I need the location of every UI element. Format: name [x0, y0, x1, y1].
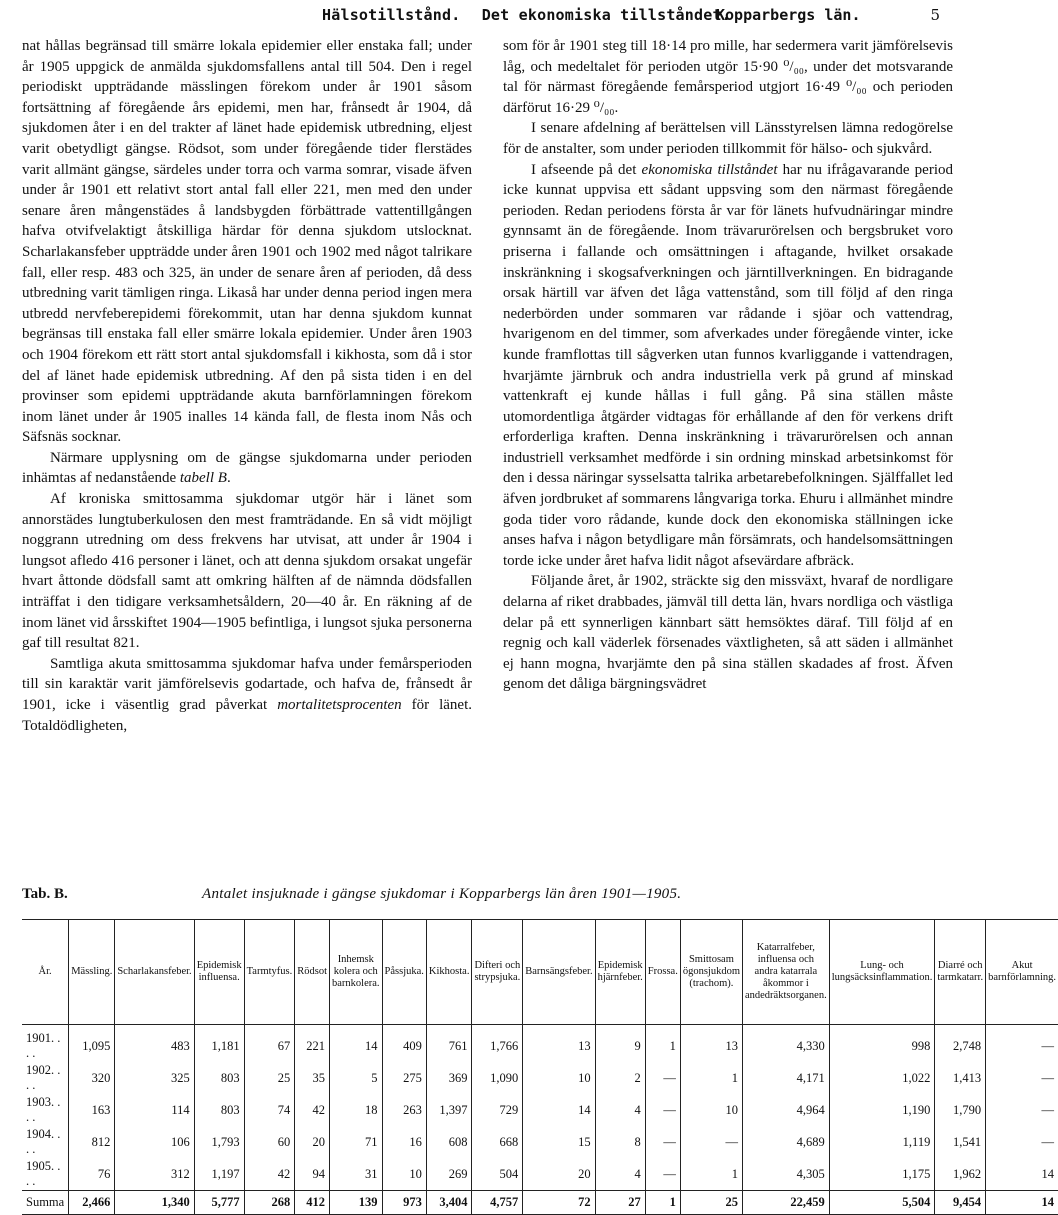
column-header: Kikhosta.	[426, 920, 472, 1025]
sum-cell: 14	[986, 1191, 1058, 1215]
running-head-section: Hälsotillstånd.	[322, 6, 461, 24]
table-cell: 18	[330, 1094, 383, 1126]
table-title: Antalet insjuknade i gängse sjukdomar i Kopparbergs län åren 1901—1905.	[202, 886, 682, 902]
table-cell: 8	[595, 1126, 645, 1158]
table-cell: —	[986, 1094, 1058, 1126]
table-cell: 10	[680, 1094, 742, 1126]
sum-cell: 973	[382, 1191, 426, 1215]
column-header: Inhemsk kolera och barnkolera.	[330, 920, 383, 1025]
table-cell: 269	[426, 1158, 472, 1191]
table-cell: 4	[595, 1094, 645, 1126]
emphasis: ekonomiska tillståndet	[641, 161, 778, 178]
table-cell: 1904. . . .	[26, 1127, 61, 1156]
table-cell: —	[986, 1062, 1058, 1094]
paragraph: Af kroniska smittosamma sjukdomar utgör här i länet som annorstädes lungtuberkulosen den mest framträdande. En så vidt möjligt noggrann utredning om dess frekvens har utvisat, att under år 1904 i lungsot afledo 416 personer i länet, och att denna sjukdom orsakat ungefär hvart åttonde dödsfall samt att omkring hälften af de nämnda dödsfallen inträffat i den tidigare verksamhetsåldern, 20—40 år. En räkning af de inom länet vid årsskiftet 1904—1905 befintliga, i lungsot sjuka personerna gaf till resultat 821.	[22, 491, 472, 652]
sum-cell: 412	[295, 1191, 330, 1215]
table-cell: 71	[330, 1126, 383, 1158]
table-sum-row	[22, 1191, 1058, 1215]
table-cell: 4,171	[742, 1062, 829, 1094]
table-cell: 320	[69, 1062, 115, 1094]
table-cell: —	[645, 1158, 680, 1191]
column-header: År.	[22, 920, 69, 1025]
table-cell: 1,022	[829, 1062, 935, 1094]
table-cell: 812	[69, 1126, 115, 1158]
table-cell: 4,330	[742, 1025, 829, 1063]
column-header: Katarralfeber, influensa och andra katarrala åkommor i andedräktsorganen.	[742, 920, 829, 1025]
sum-cell: 22,459	[742, 1191, 829, 1215]
paragraph-text: I afseende på det	[531, 161, 642, 178]
column-header: Rödsot	[295, 920, 330, 1025]
sum-cell: Summa	[22, 1191, 69, 1215]
paragraph: nat hållas begränsad till smärre lokala epidemier eller enstaka fall; under år 1905 uppgick de anmälda sjukdomsfallens antal till 504. Den i regel periodiskt uppträdande mässlingen förekom under år 1901 såsom fortsättning af föregående års epidemi, men har, frånsedt år 1904, då sjukdomen åter i en del trakter af länet hade epidemisk utbredning, eljest varit obetydligt gängse. Rödsot, som under föregående tider flerstädes varit allmänt gängse, särdeles under torra och varma somrar, visade äfven under år 1901 ett relativt stort antal fall eller 221, men med den under senare åren mångenstädes å landsbygden förbättrade vattentillgången hafva otvifvelaktigt åtskilliga härdar för denna sjukdom utslocknat. Scharlakansfeber uppträdde under åren 1901 och 1902 med något talrikare fall, eller resp. 483 och 325, än under de senare åren af perioden, då dess utbredning varit tämligen ringa. Likaså har under denna period ingen mera utbredd nervfeberepidemi förekommit, utan har denna sjukdom kunnat begränsas till enstaka fall eller smärre lokala epidemier. Under åren 1903 och 1904 förekom ett rätt stort antal sjukdomsfall i kikhosta, som då i stor del af länet hade epidemisk utbredning. Af den på sista tiden i en del provinser som epidemi uppträdande akuta barnförlamningen förekom inom länet under år 1905 inalles 14 kända fall, de flesta inom Nås och Säfsnäs socknar.	[22, 38, 472, 446]
table-cell: 4,305	[742, 1158, 829, 1191]
table-cell: 1,190	[829, 1094, 935, 1126]
table-cell: 1903. . . .	[26, 1095, 61, 1124]
paragraph	[503, 160, 953, 572]
table-cell: 1,397	[426, 1094, 472, 1126]
table-cell: 4,689	[742, 1126, 829, 1158]
paragraph: Följande året, år 1902, sträckte sig den missväxt, hvaraf de nordligare delarna af riket drabbades, jämväl till detta län, hvars nordliga och västliga delar på ett synnerligen kännbart sätt hemsöktes däraf. Till följd af en regnig och kall väderlek försenades växtligheten, så att säden i allmänhet ej hann mogna, hvarjämte den på sina ställen skadades af frost. Äfven genom det dåliga bärgningsvädret	[503, 573, 953, 693]
disease-table	[22, 919, 1058, 1215]
table-cell: 1902. . . .	[26, 1063, 61, 1092]
table-cell: 42	[244, 1158, 295, 1191]
table-cell: 14	[330, 1025, 383, 1063]
table-label: Tab. B.	[22, 886, 68, 902]
table-cell: 221	[295, 1025, 330, 1063]
table-cell: 5	[330, 1062, 383, 1094]
page-header	[0, 6, 960, 28]
table-cell: 20	[523, 1158, 595, 1191]
table-cell: 106	[115, 1126, 194, 1158]
table-cell: 20	[295, 1126, 330, 1158]
paragraph-end: för länet. Totaldödligheten,	[22, 697, 472, 734]
table-cell: 15	[523, 1126, 595, 1158]
table-row	[22, 1062, 1058, 1094]
table-cell: 1	[680, 1062, 742, 1094]
table-cell: 1,793	[194, 1126, 244, 1158]
table-cell: 42	[295, 1094, 330, 1126]
page-number: 5	[930, 6, 940, 24]
column-header: Tarmtyfus.	[244, 920, 295, 1025]
table-cell: 312	[115, 1158, 194, 1191]
table-cell: —	[986, 1025, 1058, 1063]
left-column	[22, 36, 472, 736]
table-cell: 483	[115, 1025, 194, 1063]
table-cell: 1,197	[194, 1158, 244, 1191]
table-cell: 409	[382, 1025, 426, 1063]
table-cell: 114	[115, 1094, 194, 1126]
table-cell: 14	[986, 1158, 1058, 1191]
table-cell: 275	[382, 1062, 426, 1094]
table-cell: 608	[426, 1126, 472, 1158]
table-cell: 668	[472, 1126, 523, 1158]
table-cell: 803	[194, 1062, 244, 1094]
paragraph-text: Närmare upplysning om de gängse sjukdomarna under perioden inhämtas af nedanstående	[22, 449, 472, 487]
running-head-topic: Det ekonomiska tillståndet.	[481, 6, 731, 24]
table-cell: 1,181	[194, 1025, 244, 1063]
table-cell: 13	[680, 1025, 742, 1063]
column-header: Epidemisk hjärnfeber.	[595, 920, 645, 1025]
table-cell: —	[680, 1126, 742, 1158]
sum-cell: 2,466	[69, 1191, 115, 1215]
sum-cell: 9,454	[935, 1191, 986, 1215]
table-cell: 998	[829, 1025, 935, 1063]
column-header: Epidemisk influensa.	[194, 920, 244, 1025]
column-header: Barnsängsfeber.	[523, 920, 595, 1025]
sum-cell: 268	[244, 1191, 295, 1215]
table-row	[22, 1126, 1058, 1158]
table-cell: —	[645, 1094, 680, 1126]
paragraph	[22, 654, 472, 736]
table-cell: 74	[244, 1094, 295, 1126]
sum-cell: 1,340	[115, 1191, 194, 1215]
table-cell: 1,790	[935, 1094, 986, 1126]
table-cell: 31	[330, 1158, 383, 1191]
table-cell: 1,413	[935, 1062, 986, 1094]
table-cell: 67	[244, 1025, 295, 1063]
table-cell: 1,095	[69, 1025, 115, 1063]
right-column	[503, 36, 953, 695]
table-cell: 94	[295, 1158, 330, 1191]
table-cell: 263	[382, 1094, 426, 1126]
table-reference: tabell B	[179, 470, 227, 487]
column-header: Frossa.	[645, 920, 680, 1025]
table-row	[22, 1094, 1058, 1126]
table-cell: 16	[382, 1126, 426, 1158]
table-cell: 4	[595, 1158, 645, 1191]
table-row	[22, 1025, 1058, 1063]
sum-cell: 5,504	[829, 1191, 935, 1215]
sum-cell: 5,777	[194, 1191, 244, 1215]
table-cell: 1,090	[472, 1062, 523, 1094]
table-cell: 2,748	[935, 1025, 986, 1063]
column-header: Scharlakansfeber.	[115, 920, 194, 1025]
sum-cell: 3,404	[426, 1191, 472, 1215]
column-header: Smittosam ögonsjukdom (trachom).	[680, 920, 742, 1025]
table-cell: 76	[69, 1158, 115, 1191]
table-cell: 369	[426, 1062, 472, 1094]
sum-cell: 4,757	[472, 1191, 523, 1215]
paragraph: I senare afdelning af berättelsen vill Länsstyrelsen lämna redogörelse för de anstalter, som under perioden tillkommit för hälso- och sjukvård.	[503, 120, 953, 157]
table-cell: 60	[244, 1126, 295, 1158]
table-cell: 9	[595, 1025, 645, 1063]
sum-cell: 72	[523, 1191, 595, 1215]
table-cell: 729	[472, 1094, 523, 1126]
table-cell: 25	[244, 1062, 295, 1094]
table-cell: 1,766	[472, 1025, 523, 1063]
running-head-region: Kopparbergs län.	[716, 6, 861, 24]
table-cell: 803	[194, 1094, 244, 1126]
table-caption	[22, 886, 942, 903]
table-cell: —	[986, 1126, 1058, 1158]
paragraph	[22, 448, 472, 489]
table-cell: —	[645, 1062, 680, 1094]
sum-cell: 1	[645, 1191, 680, 1215]
table-cell: 1	[680, 1158, 742, 1191]
table-cell: 13	[523, 1025, 595, 1063]
table-cell: 504	[472, 1158, 523, 1191]
table-cell: 1905. . . .	[26, 1159, 61, 1188]
sum-cell: 139	[330, 1191, 383, 1215]
column-header: Diarré och tarmkatarr.	[935, 920, 986, 1025]
table-cell: 10	[382, 1158, 426, 1191]
table-cell: 163	[69, 1094, 115, 1126]
table-cell: 10	[523, 1062, 595, 1094]
table-cell: —	[645, 1126, 680, 1158]
column-header: Lung- och lungsäcksinflammation.	[829, 920, 935, 1025]
table-cell: 1,541	[935, 1126, 986, 1158]
sum-cell: 27	[595, 1191, 645, 1215]
table-cell: 1901. . . .	[26, 1031, 61, 1060]
running-head	[322, 6, 731, 24]
table-row	[22, 1158, 1058, 1191]
paragraph-rest: har nu ifrågavarande period icke kunnat uppvisa ett sådant uppsving som den närmast föregående perioden. Redan periodens första år var för länets hufvudnäringar mindre gynnsamt än de föregående. Inom trävarurörelsen och bergsbruket voro priserna i fallande och omsättningen i aftagande, hvilket orsakade inskränkning i skogsafverkningen och järntillverkningen. En bidragande orsak härtill var äfven det låga vattenstånd, som till följd af den ringa nederbörden under sommaren var rådande i sjöar och vattendrag, hvarigenom en del timmer, som afverkades under föregående vinter, icke kunde framflottas till sågverken utan funnos kvarliggande i vattendragen, hvarjämte järnbruk och andra industriella verk på grund af minskad vattenkraft ej kunde hållas i full gång. På sina ställen måste utomordentliga åtgärder vidtagas för erhållande af den för verkens drift erforderliga kraften. Denna inskränkning i trävarurörelsen och annan industriell verksamhet medförde i sin ordning minskad arbetsinkomst för den i dessa näringar sysselsatta talrika arbetarebefolkningen. Själffallet led äfven jordbruket af sommarens långvariga torka. Ehuru i allmänhet mindre goda tider voro rådande, kunde dock den ekonomiska ställningen icke anses hafva i någon betydligare mån försämrats, och handelsomsättningen torde icke under året hafva lidit något afsevärdare afbräck.	[503, 161, 953, 569]
table-cell: 14	[523, 1094, 595, 1126]
table-cell: 1,175	[829, 1158, 935, 1191]
column-header: Mässling.	[69, 920, 115, 1025]
table-cell: 1,119	[829, 1126, 935, 1158]
table-header-row	[22, 920, 1058, 1025]
table-cell: 1	[645, 1025, 680, 1063]
table-cell: 2	[595, 1062, 645, 1094]
column-header: Akut barnförlamning.	[986, 920, 1058, 1025]
sum-cell: 25	[680, 1191, 742, 1215]
table-cell: 761	[426, 1025, 472, 1063]
table-cell: 35	[295, 1062, 330, 1094]
column-header: Påssjuka.	[382, 920, 426, 1025]
column-header: Difteri och strypsjuka.	[472, 920, 523, 1025]
emphasis: mortalitetsprocenten	[277, 697, 402, 713]
paragraph-end: .	[226, 470, 231, 487]
paragraph: som för år 1901 steg till 18·14 pro mille, har sedermera varit jämförelsevis låg, och medeltalet för perioden utgör 15·90 ⁰/₀₀, under det motsvarande tal för närmast föregående femårsperiod utgjort 16·49 ⁰/₀₀ och perioden därförut 16·29 ⁰/₀₀.	[503, 38, 953, 116]
table-cell: 325	[115, 1062, 194, 1094]
table-cell: 1,962	[935, 1158, 986, 1191]
table-cell: 4,964	[742, 1094, 829, 1126]
paragraph-text: Samtliga akuta smittosamma sjukdomar hafva under femårsperioden till sin karaktär varit jämförelsevis godartade, och hafva de, frånsedt år 1901, icke i väsentlig grad påverkat	[22, 655, 472, 713]
